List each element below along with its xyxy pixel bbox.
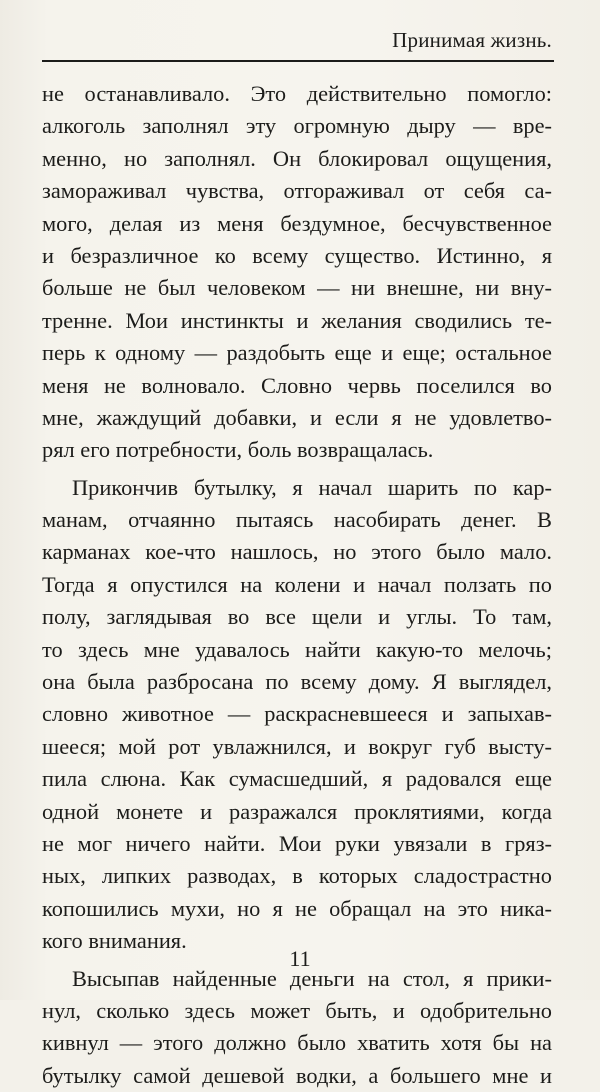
- paragraph-2: [42, 472, 552, 958]
- page-number: 11: [289, 946, 311, 971]
- text-line: пила слюна. Как сумасшедший, я радовался еще: [42, 766, 552, 792]
- text-line: то здесь мне удавалось найти какую-то мелочь;: [42, 636, 552, 662]
- text-line: полу, заглядывая во все щели и углы. То там,: [42, 604, 552, 630]
- text-line: замораживал чувства, отгораживал от себя са-: [42, 178, 552, 204]
- text-line: Тогда я опустился на колени и начал ползать по: [42, 571, 552, 597]
- text-line: карманах кое-что нашлось, но этого было мало.: [42, 539, 552, 565]
- text-line: мне, жаждущий добавки, и если я не удовлетво-: [42, 404, 552, 430]
- text-line: копошились мухи, но я не обращал на это ника-: [42, 895, 552, 921]
- text-line: мого, делая из меня бездумное, бесчувственное: [42, 210, 552, 236]
- text-line: одной монете и разражался проклятиями, когда: [42, 798, 552, 824]
- text-line: больше не был человеком — ни внешне, ни вну-: [42, 275, 552, 301]
- text-line: ных, липких разводах, в которых сладострастно: [42, 863, 552, 889]
- text-line: манам, отчаянно пытаясь насобирать денег. В: [42, 507, 552, 533]
- paragraph-3: [42, 963, 552, 1092]
- text-line: бутылку самой дешевой водки, а большего мне и: [42, 1062, 552, 1088]
- text-line: рял его потребности, боль возвращалась.: [42, 437, 434, 463]
- text-line: и безразличное ко всему существо. Истинно, я: [42, 242, 552, 268]
- header-rule: [42, 60, 554, 62]
- text-line: перь к одному — раздобыть еще и еще; остальное: [42, 340, 552, 366]
- text-line: меня не волновало. Словно червь поселился во: [42, 372, 552, 398]
- text-line: Прикончив бутылку, я начал шарить по кар-: [72, 474, 552, 500]
- text-line: не останавливало. Это действительно помогло:: [42, 81, 552, 106]
- running-header: Принимая жизнь.: [392, 28, 552, 52]
- text-line: не мог ничего найти. Мои руки увязали в гряз-: [42, 830, 552, 856]
- text-line: кого внимания.: [42, 928, 187, 954]
- text-line: Высыпав найденные деньги на стол, я прики-: [72, 965, 552, 991]
- text-line: менно, но заполнял. Он блокировал ощущения,: [42, 145, 552, 171]
- text-line: нул, сколько здесь может быть, и одобрительно: [42, 997, 552, 1023]
- paragraph-1: [42, 78, 552, 467]
- text-line: кивнул — этого должно было хватить хотя бы на: [42, 1030, 552, 1056]
- text-line: тренне. Мои инстинкты и желания сводились те-: [42, 307, 552, 333]
- text-line: шееся; мой рот увлажнился, и вокруг губ высту-: [42, 733, 552, 759]
- text-line: словно животное — раскрасневшееся и запыхав-: [42, 701, 552, 727]
- text-line: алкоголь заполнял эту огромную дыру — вре-: [42, 113, 552, 139]
- body-text: [42, 78, 552, 1092]
- text-line: она была разбросана по всему дому. Я выглядел,: [42, 669, 552, 695]
